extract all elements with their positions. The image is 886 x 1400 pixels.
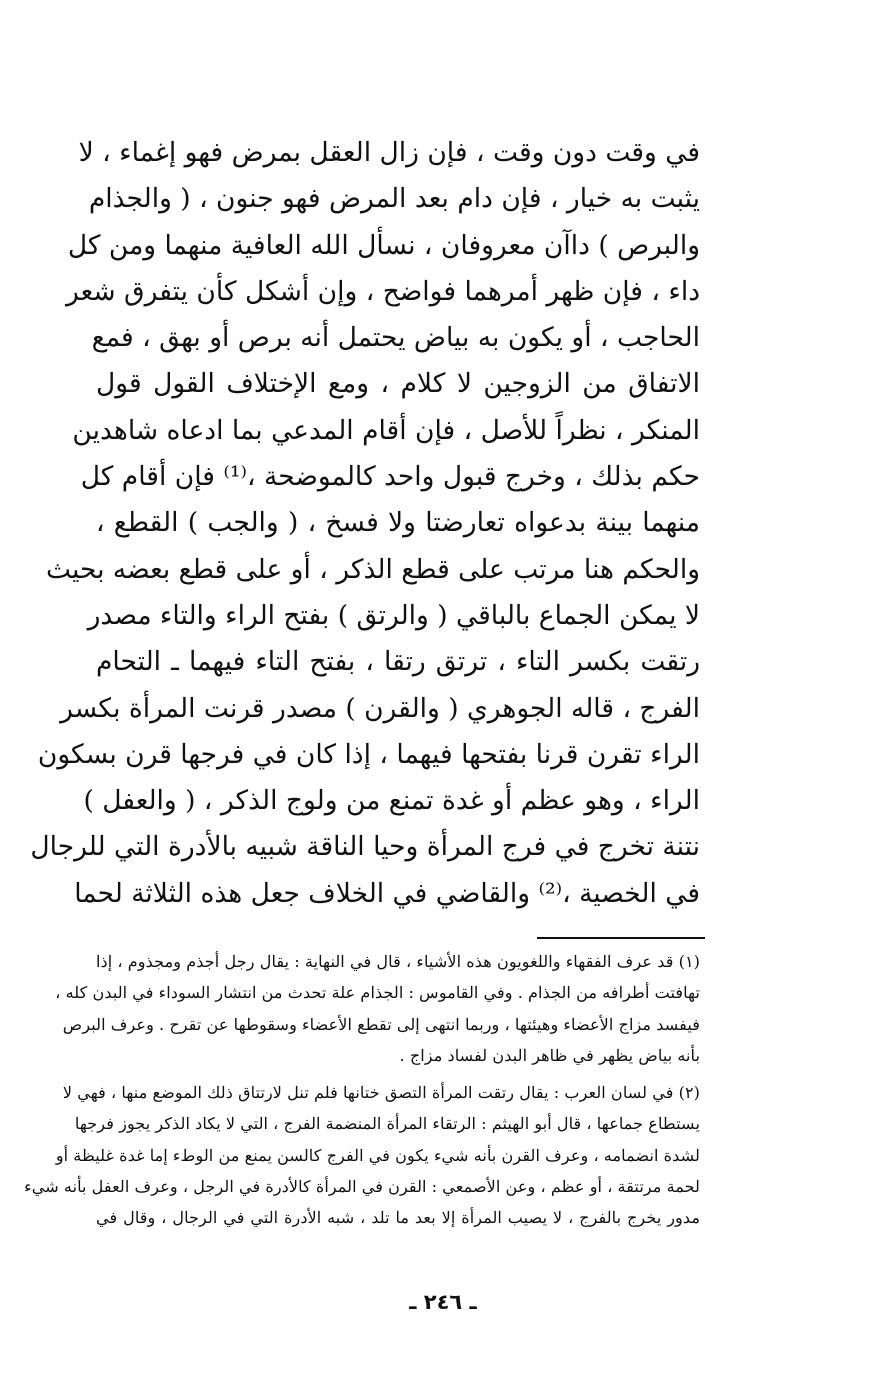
main-text-line: الاتفاق من الزوجين لا كلام ، ومع الإختلاف القول قول (96, 368, 700, 400)
main-text-line: الراء تقرن قرنا بفتحها فيهما ، إذا كان في فرجها قرن بسكون (37, 738, 700, 770)
main-text-line: نتنة تخرج في فرج المرأة وحيا الناقة شبيه بالأدرة التي للرجال (30, 831, 700, 863)
footnotes (24, 946, 700, 1234)
main-text-line: الراء ، وهو عظم أو غدة تمنع من ولوج الذكر ، ( والعفل ) (83, 785, 700, 817)
footnote-line: يستطاع جماعها ، قال أبو الهيثم : الرتقاء المرأة المنضمة الفرج ، التي لا يكاد الذكر يجوز فرجها (74, 1114, 700, 1134)
footnote-separator (537, 937, 705, 939)
main-text-line: يثبت به خيار ، فإن دام بعد المرض فهو جنون ، ( والجذام (88, 183, 700, 215)
footnote-line: لشدة انضمامه ، وعرف القرن بأنه شيء يكون في الفرج كالسن يمنع من الوطء إما غدة غليظة أو (55, 1145, 700, 1165)
main-text-line: منهما بينة بدعواه تعارضتا ولا فسخ ، ( والجب ) القطع ، (96, 507, 700, 539)
footnote-1 (55, 946, 700, 1071)
main-text-line: الفرج ، قاله الجوهري ( والقرن ) مصدر قرنت المرأة بكسر (60, 692, 700, 724)
page-number: ـ ٢٤٦ ـ (409, 1290, 477, 1314)
main-text-line: والبرص ) داآن معروفان ، نسأل الله العافية منهما ومن كل (67, 229, 700, 261)
footnote-line: (١) قد عرف الفقهاء واللغويون هذه الأشياء ، قال في النهاية : يقال رجل أجذم ومجذوم ، إذا (96, 952, 700, 971)
main-text-body (30, 130, 700, 917)
main-text-line: الحاجب ، أو يكون به بياض يحتمل أنه برص أو بهق ، فمع (91, 322, 700, 354)
footnote-line: مدور يخرج بالفرج ، لا يصيب المرأة إلا بعد ما تلد ، شبه الأدرة التي في الرجال ، وقال في (96, 1208, 700, 1228)
main-text-line: داء ، فإن ظهر أمرهما فواضح ، وإن أشكل كأن يتفرق شعر (65, 275, 700, 307)
footnote-2 (24, 1077, 700, 1233)
footnote-line: بأنه بياض يظهر في ظاهر البدن لفساد مزاج . (399, 1045, 700, 1065)
main-text-line: في الخصية ،⁽²⁾ والقاضي في الخلاف جعل هذه الثلاثة لحما (74, 877, 700, 909)
main-text-line: حكم بذلك ، وخرج قبول واحد كالموضحة ،⁽¹⁾ فإن أقام كل (80, 461, 700, 493)
footnote-line: تهافتت أطرافه من الجذام . وفي القاموس : الجذام علة تحدث من انتشار السوداء في البدن كله ، (55, 983, 700, 1003)
footnote-line: (٢) في لسان العرب : يقال رتقت المرأة التصق ختانها فلم تنل لارتتاق ذلك الموضع منها ، فهي لا (62, 1083, 700, 1103)
footnote-line: لحمة مرتتقة ، أو عظم ، وعن الأصمعي : القرن في المرأة كالأدرة في الرجل ، وعرف العفل بأنه شيء (24, 1177, 700, 1197)
main-text-line: في وقت دون وقت ، فإن زال العقل بمرض فهو إغماء ، لا (78, 137, 700, 168)
main-text-line: لا يمكن الجماع بالباقي ( والرتق ) بفتح الراء والتاء مصدر (87, 599, 700, 631)
main-text-line: المنكر ، نظراً للأصل ، فإن أقام المدعي بما ادعاه شاهدين (72, 414, 700, 446)
main-text-line: رتقت بكسر التاء ، ترتق رتقا ، بفتح التاء فيهما ـ التحام (96, 646, 700, 678)
main-text-line: والحكم هنا مرتب على قطع الذكر ، أو على قطع بعضه بحيث (45, 553, 700, 585)
footnote-line: فيفسد مزاج الأعضاء وهيئتها ، وربما انتهى إلى تقطع الأعضاء وسقوطها عن تقرح . وعرف البرص (62, 1014, 700, 1034)
